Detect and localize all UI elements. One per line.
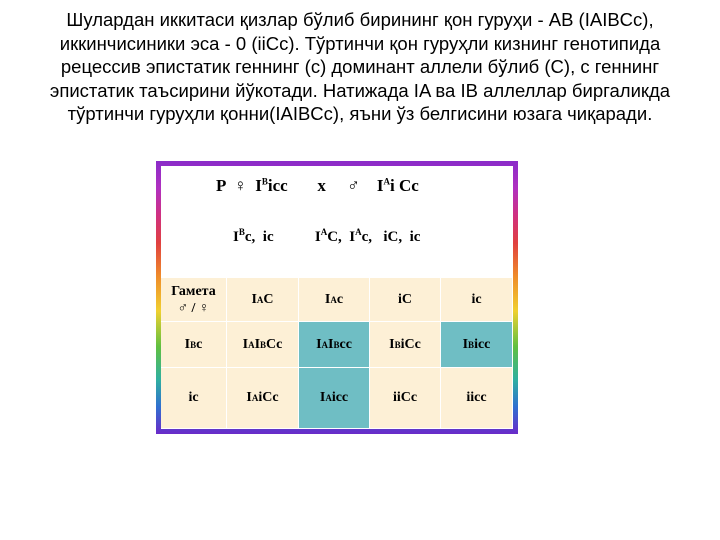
row-header: ic	[161, 368, 227, 429]
punnett-grid	[161, 278, 513, 429]
parent-cross-line	[216, 176, 419, 196]
offspring-cell-highlighted: I A icc	[299, 368, 370, 429]
male-gamete: ic	[409, 229, 421, 245]
male-gamete: $I^AC$,	[314, 227, 342, 245]
male-genotype: $I^Ai$ Cc	[376, 176, 419, 195]
column-header: ic	[441, 278, 513, 322]
column-header: I A C	[227, 278, 299, 322]
female-genotype: $I^Bicc$	[255, 176, 288, 195]
row-header: I B c	[161, 322, 227, 368]
male-gamete: $I^Ac$,	[349, 227, 373, 245]
text-line: Шулардан иккитаси қизлар бўлиб бирининг қон гуруҳи - АВ (IAIBCc),	[66, 9, 654, 30]
genetics-table	[161, 166, 513, 429]
text-line: тўртинчи гуруҳли қонни(IAIBCc), яъни ўз белгисини юзага чиқаради.	[67, 103, 653, 125]
gender-symbols-icon: ♂ / ♀	[177, 300, 210, 316]
rainbow-frame	[156, 161, 518, 434]
offspring-cell-highlighted: I A I B cc	[299, 322, 370, 368]
description-text	[40, 8, 680, 126]
column-header: iC	[370, 278, 441, 322]
offspring-cell: I B iCc	[370, 322, 441, 368]
offspring-cell: iicc	[441, 368, 513, 429]
female-gamete: ic	[262, 229, 274, 245]
offspring-cell-highlighted: I B icc	[441, 322, 513, 368]
female-symbol-icon: ♀	[233, 176, 247, 195]
offspring-cell: I A iCc	[227, 368, 299, 429]
male-gamete: iC,	[383, 229, 403, 245]
male-symbol-icon: ♂	[347, 176, 360, 195]
column-header: I A c	[299, 278, 370, 322]
gametes-line	[233, 229, 420, 246]
offspring-cell: I A I B Cc	[227, 322, 299, 368]
text-line: иккинчисиники эса - 0 (iiCc). Тўртинчи қон гуруҳли кизнинг генотипида	[59, 32, 661, 54]
female-gamete: $I^Bc$,	[233, 227, 256, 245]
gamete-header-cell	[161, 278, 227, 322]
cross-sign: x	[317, 176, 326, 195]
offspring-cell: iiCc	[370, 368, 441, 429]
text-line: рецессив эпистатик геннинг (с) доминант аллели бўлиб (С), с геннинг	[60, 56, 660, 78]
p-label: P	[216, 176, 226, 195]
gamete-header-label: Гамета	[171, 283, 216, 299]
text-line: эпистатик таъсирини йўкотади. Натижада IA ва IB аллеллар биргаликда	[49, 79, 671, 101]
